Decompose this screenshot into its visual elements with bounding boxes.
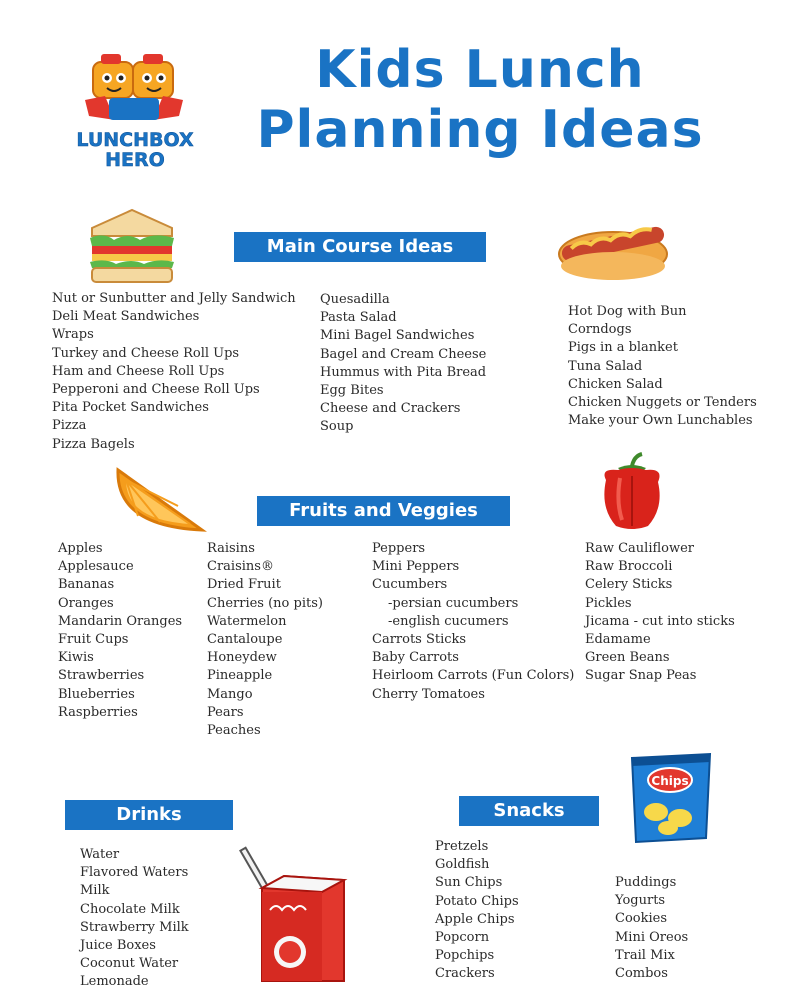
- sandwich-icon: [84, 206, 179, 291]
- list-item: Pepperoni and Cheese Roll Ups: [52, 382, 260, 398]
- list-item: Carrots Sticks: [372, 632, 467, 648]
- juice-box-icon: [244, 846, 349, 981]
- list-item: Kiwis: [58, 650, 94, 666]
- list-item: Soup: [320, 419, 354, 435]
- list-item: Blueberries: [58, 686, 135, 702]
- drinks-list: [80, 846, 189, 992]
- snacks-col-2: [615, 874, 688, 983]
- list-item: Mini Bagel Sandwiches: [320, 328, 475, 344]
- list-item: Raisins: [207, 541, 255, 556]
- list-item: Baby Carrots: [372, 650, 459, 666]
- list-item: Wraps: [52, 327, 94, 343]
- title-line-2: Planning Ideas: [256, 100, 704, 160]
- lunchbox-hero-logo: [70, 50, 200, 175]
- list-item: Raw Broccoli: [585, 559, 673, 575]
- list-item: Jicama - cut into sticks: [585, 613, 735, 629]
- page-title: [240, 40, 720, 160]
- list-item: Fruit Cups: [58, 632, 129, 648]
- list-item: Peaches: [207, 723, 261, 739]
- snacks-heading: Snacks: [459, 796, 599, 826]
- list-item: Turkey and Cheese Roll Ups: [52, 345, 240, 361]
- list-item: Cookies: [615, 911, 667, 927]
- list-item: Milk: [80, 883, 110, 899]
- list-item: Mandarin Oranges: [58, 613, 183, 629]
- list-item: Pineapple: [207, 668, 273, 684]
- list-item: Bagel and Cream Cheese: [320, 346, 487, 362]
- orange-slice-icon: [110, 466, 205, 541]
- list-item: Strawberry Milk: [80, 919, 189, 935]
- list-item: Honeydew: [207, 650, 277, 666]
- list-item: Ham and Cheese Roll Ups: [52, 363, 225, 379]
- list-item: Chicken Salad: [568, 376, 663, 392]
- list-item: Green Beans: [585, 650, 670, 666]
- list-item: Make your Own Lunchables: [568, 413, 753, 429]
- list-item: Egg Bites: [320, 383, 384, 399]
- list-item: Mini Oreos: [615, 929, 689, 945]
- list-item: Pizza: [52, 418, 87, 434]
- list-item: Celery Sticks: [585, 577, 673, 593]
- red-pepper-icon: [596, 452, 668, 532]
- main-course-heading: Main Course Ideas: [234, 232, 486, 262]
- list-item: Trail Mix: [615, 947, 675, 963]
- list-item: Potato Chips: [435, 893, 519, 909]
- title-line-1: Kids Lunch: [315, 40, 645, 100]
- list-item: Raspberries: [58, 704, 138, 720]
- list-item: Flavored Waters: [80, 865, 189, 881]
- list-item: Corndogs: [568, 322, 632, 338]
- list-item: Cucumbers: [372, 577, 448, 593]
- list-item: Nut or Sunbutter and Jelly Sandwich: [52, 291, 296, 306]
- list-item: Edamame: [585, 632, 651, 648]
- list-item: Pita Pocket Sandwiches: [52, 400, 209, 416]
- list-item: Tuna Salad: [568, 358, 643, 374]
- list-item: Raw Cauliflower: [585, 541, 695, 556]
- list-item: Bananas: [58, 577, 115, 593]
- list-item: Crackers: [435, 966, 495, 982]
- list-item: Pickles: [585, 595, 632, 611]
- list-item: Mini Peppers: [372, 559, 460, 575]
- hot-dog-icon: [557, 214, 669, 289]
- list-item: Hummus with Pita Bread: [320, 364, 487, 380]
- list-item: Pears: [207, 704, 244, 720]
- fruits-col-2: [207, 540, 323, 740]
- main-course-col-3: [568, 303, 757, 430]
- chips-bag-icon: [626, 752, 716, 844]
- list-item: Hot Dog with Bun: [568, 304, 687, 319]
- list-item: Sugar Snap Peas: [585, 668, 697, 684]
- list-item: -english cucumers: [388, 613, 509, 629]
- list-item: Pasta Salad: [320, 310, 397, 326]
- list-item: Yogurts: [615, 893, 666, 909]
- list-item: Craisins®: [207, 559, 274, 575]
- list-item: Watermelon: [207, 613, 287, 629]
- fruits-col-1: [58, 540, 182, 722]
- list-item: Pigs in a blanket: [568, 340, 678, 356]
- list-item: -persian cucumbers: [388, 595, 519, 611]
- drinks-heading: Drinks: [65, 800, 233, 830]
- list-item: Chocolate Milk: [80, 901, 180, 917]
- list-item: Dried Fruit: [207, 577, 281, 593]
- list-item: Combos: [615, 966, 668, 982]
- list-item: Apples: [58, 541, 103, 556]
- list-item: Quesadilla: [320, 292, 390, 307]
- list-item: Cantaloupe: [207, 632, 283, 648]
- fruits-veggies-heading: Fruits and Veggies: [257, 496, 510, 526]
- snacks-col-1: [435, 838, 519, 984]
- list-item: Sun Chips: [435, 875, 503, 891]
- list-item: Oranges: [58, 595, 114, 611]
- list-item: Cherry Tomatoes: [372, 686, 485, 702]
- logo-line-2: HERO: [105, 149, 165, 171]
- list-item: Applesauce: [58, 559, 134, 575]
- list-item: Mango: [207, 686, 253, 702]
- list-item: Puddings: [615, 875, 677, 890]
- list-item: Cherries (no pits): [207, 595, 323, 611]
- list-item: Peppers: [372, 541, 426, 556]
- list-item: Coconut Water: [80, 956, 179, 972]
- list-item: Pretzels: [435, 839, 489, 854]
- list-item: Popchips: [435, 948, 495, 964]
- main-course-col-2: [320, 291, 486, 437]
- list-item: Lemonade: [80, 974, 149, 990]
- list-item: Goldfish: [435, 857, 490, 873]
- list-item: Heirloom Carrots (Fun Colors): [372, 668, 575, 684]
- list-item: Cheese and Crackers: [320, 401, 461, 417]
- list-item: Strawberries: [58, 668, 145, 684]
- mascot-icon: [75, 50, 195, 130]
- list-item: Juice Boxes: [80, 938, 156, 954]
- list-item: Popcorn: [435, 930, 490, 946]
- list-item: Deli Meat Sandwiches: [52, 309, 200, 325]
- veggies-col-4: [585, 540, 735, 686]
- veggies-col-3: [372, 540, 574, 704]
- logo-line-1: LUNCHBOX: [76, 129, 194, 151]
- list-item: Pizza Bagels: [52, 436, 135, 452]
- list-item: Water: [80, 847, 120, 862]
- chips-bag-label: Chips: [651, 774, 689, 788]
- list-item: Chicken Nuggets or Tenders: [568, 395, 757, 411]
- list-item: Apple Chips: [435, 911, 515, 927]
- main-course-col-1: [52, 290, 296, 454]
